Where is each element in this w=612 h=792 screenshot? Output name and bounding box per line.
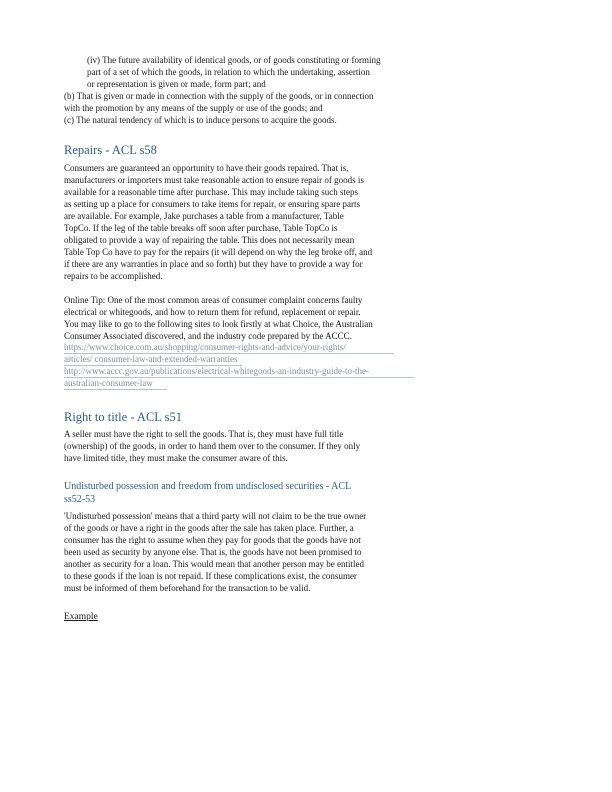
section-heading-right-to-title: Right to title - ACL s51 — [64, 410, 182, 424]
intro-line: (iv) The future availability of identical goods, or of goods constituting or forming — [87, 55, 381, 65]
paragraph-line: are available. For example, Jake purchases a table from a manufacturer, Table — [64, 211, 344, 221]
paragraph-line: been used as security by anyone else. That is, the goods have not been promised to — [64, 547, 362, 557]
document-body — [64, 54, 404, 624]
paragraph-line: available for a reasonable time after purchase. This may include taking such steps — [64, 187, 358, 197]
section-heading-repairs: Repairs - ACL s58 — [64, 143, 157, 157]
example-container — [64, 606, 404, 624]
paragraph-line: You may like to go to the following sites to look firstly at what Choice, the Australian — [64, 319, 373, 329]
paragraph-line: Consumers are guaranteed an opportunity to have their goods repaired. That is, — [64, 163, 349, 173]
example-link[interactable]: Example — [64, 612, 98, 622]
choice-link[interactable]: articles/ consumer-law-and-extended-warranties — [64, 354, 242, 366]
clause-line: (b) That is given or made in connection with the supply of the goods, or in connection — [64, 91, 374, 101]
heading-line: Undisturbed possession and freedom from undisclosed securities - ACL — [64, 481, 352, 492]
paragraph-line: Online Tip: One of the most common areas of consumer complaint concerns faulty — [64, 295, 363, 305]
heading-line: ss52-53 — [64, 494, 96, 505]
clause-list — [64, 90, 404, 126]
accc-link[interactable]: australian-consumer-law — [64, 378, 167, 390]
right-to-title-paragraph — [64, 428, 404, 464]
paragraph-line: repairs to be accomplished. — [64, 271, 163, 281]
repairs-paragraph — [64, 162, 404, 282]
intro-line: part of a set of which the goods, in relation to which the undertaking, assertion — [87, 67, 370, 77]
choice-link[interactable]: https://www.choice.com.au/shopping/consumer-rights-and-advice/your-rights/ — [64, 342, 394, 354]
paragraph-line: (ownership) of the goods, in order to hand them over to the consumer. If they only — [64, 441, 361, 451]
accc-link[interactable]: http://www.accc.gov.au/publications/electrical-whitegoods-an-industry-guide-to-the- — [64, 366, 414, 378]
paragraph-line: 'Undisturbed possession' means that a third party will not claim to be the true owner — [64, 511, 367, 521]
section-heading-undisturbed — [64, 480, 404, 506]
paragraph-line: consumer has the right to assume when they pay for goods that the goods have not — [64, 535, 361, 545]
clause-line: with the promotion by any means of the supply or use of the goods; and — [64, 103, 323, 113]
paragraph-line: as setting up a place for consumers to take items for repair, or ensuring spare parts — [64, 199, 361, 209]
paragraph-line: must be informed of them beforehand for the transaction to be valid. — [64, 583, 311, 593]
paragraph-line: another as security for a loan. This would mean that another person may be entitled — [64, 559, 364, 569]
undisturbed-paragraph — [64, 510, 404, 594]
paragraph-line: TopCo. If the leg of the table breaks off soon after purchase, Table TopCo is — [64, 223, 338, 233]
paragraph-line: manufacturers or importers must take reasonable action to ensure repair of goods is — [64, 175, 364, 185]
paragraph-line: A seller must have the right to sell the goods. That is, they must have full title — [64, 429, 344, 439]
paragraph-line: obligated to provide a way of repairing the table. This does not necessarily mean — [64, 235, 355, 245]
clause-line: (c) The natural tendency of which is to induce persons to acquire the goods. — [64, 115, 337, 125]
intro-line: or representation is given or made, form part; and — [87, 79, 266, 89]
online-tip-paragraph — [64, 294, 404, 390]
intro-list — [64, 54, 404, 90]
paragraph-line: to these goods if the loan is not repaid. If these complications exist, the consumer — [64, 571, 357, 581]
paragraph-line: Consumer Associated discovered, and the industry code prepared by the ACCC. — [64, 331, 352, 341]
paragraph-line: Table Top Co have to pay for the repairs (it will depend on why the leg broke off, and — [64, 247, 373, 257]
paragraph-line: have limited title, they must make the consumer aware of this. — [64, 453, 288, 463]
paragraph-line: of the goods or have a right in the goods after the sale has taken place. Further, a — [64, 523, 354, 533]
paragraph-line: if there are any warranties in place and so forth) but they have to provide a way for — [64, 259, 363, 269]
paragraph-line: electrical or whitegoods, and how to return them for refund, replacement or repair. — [64, 307, 361, 317]
